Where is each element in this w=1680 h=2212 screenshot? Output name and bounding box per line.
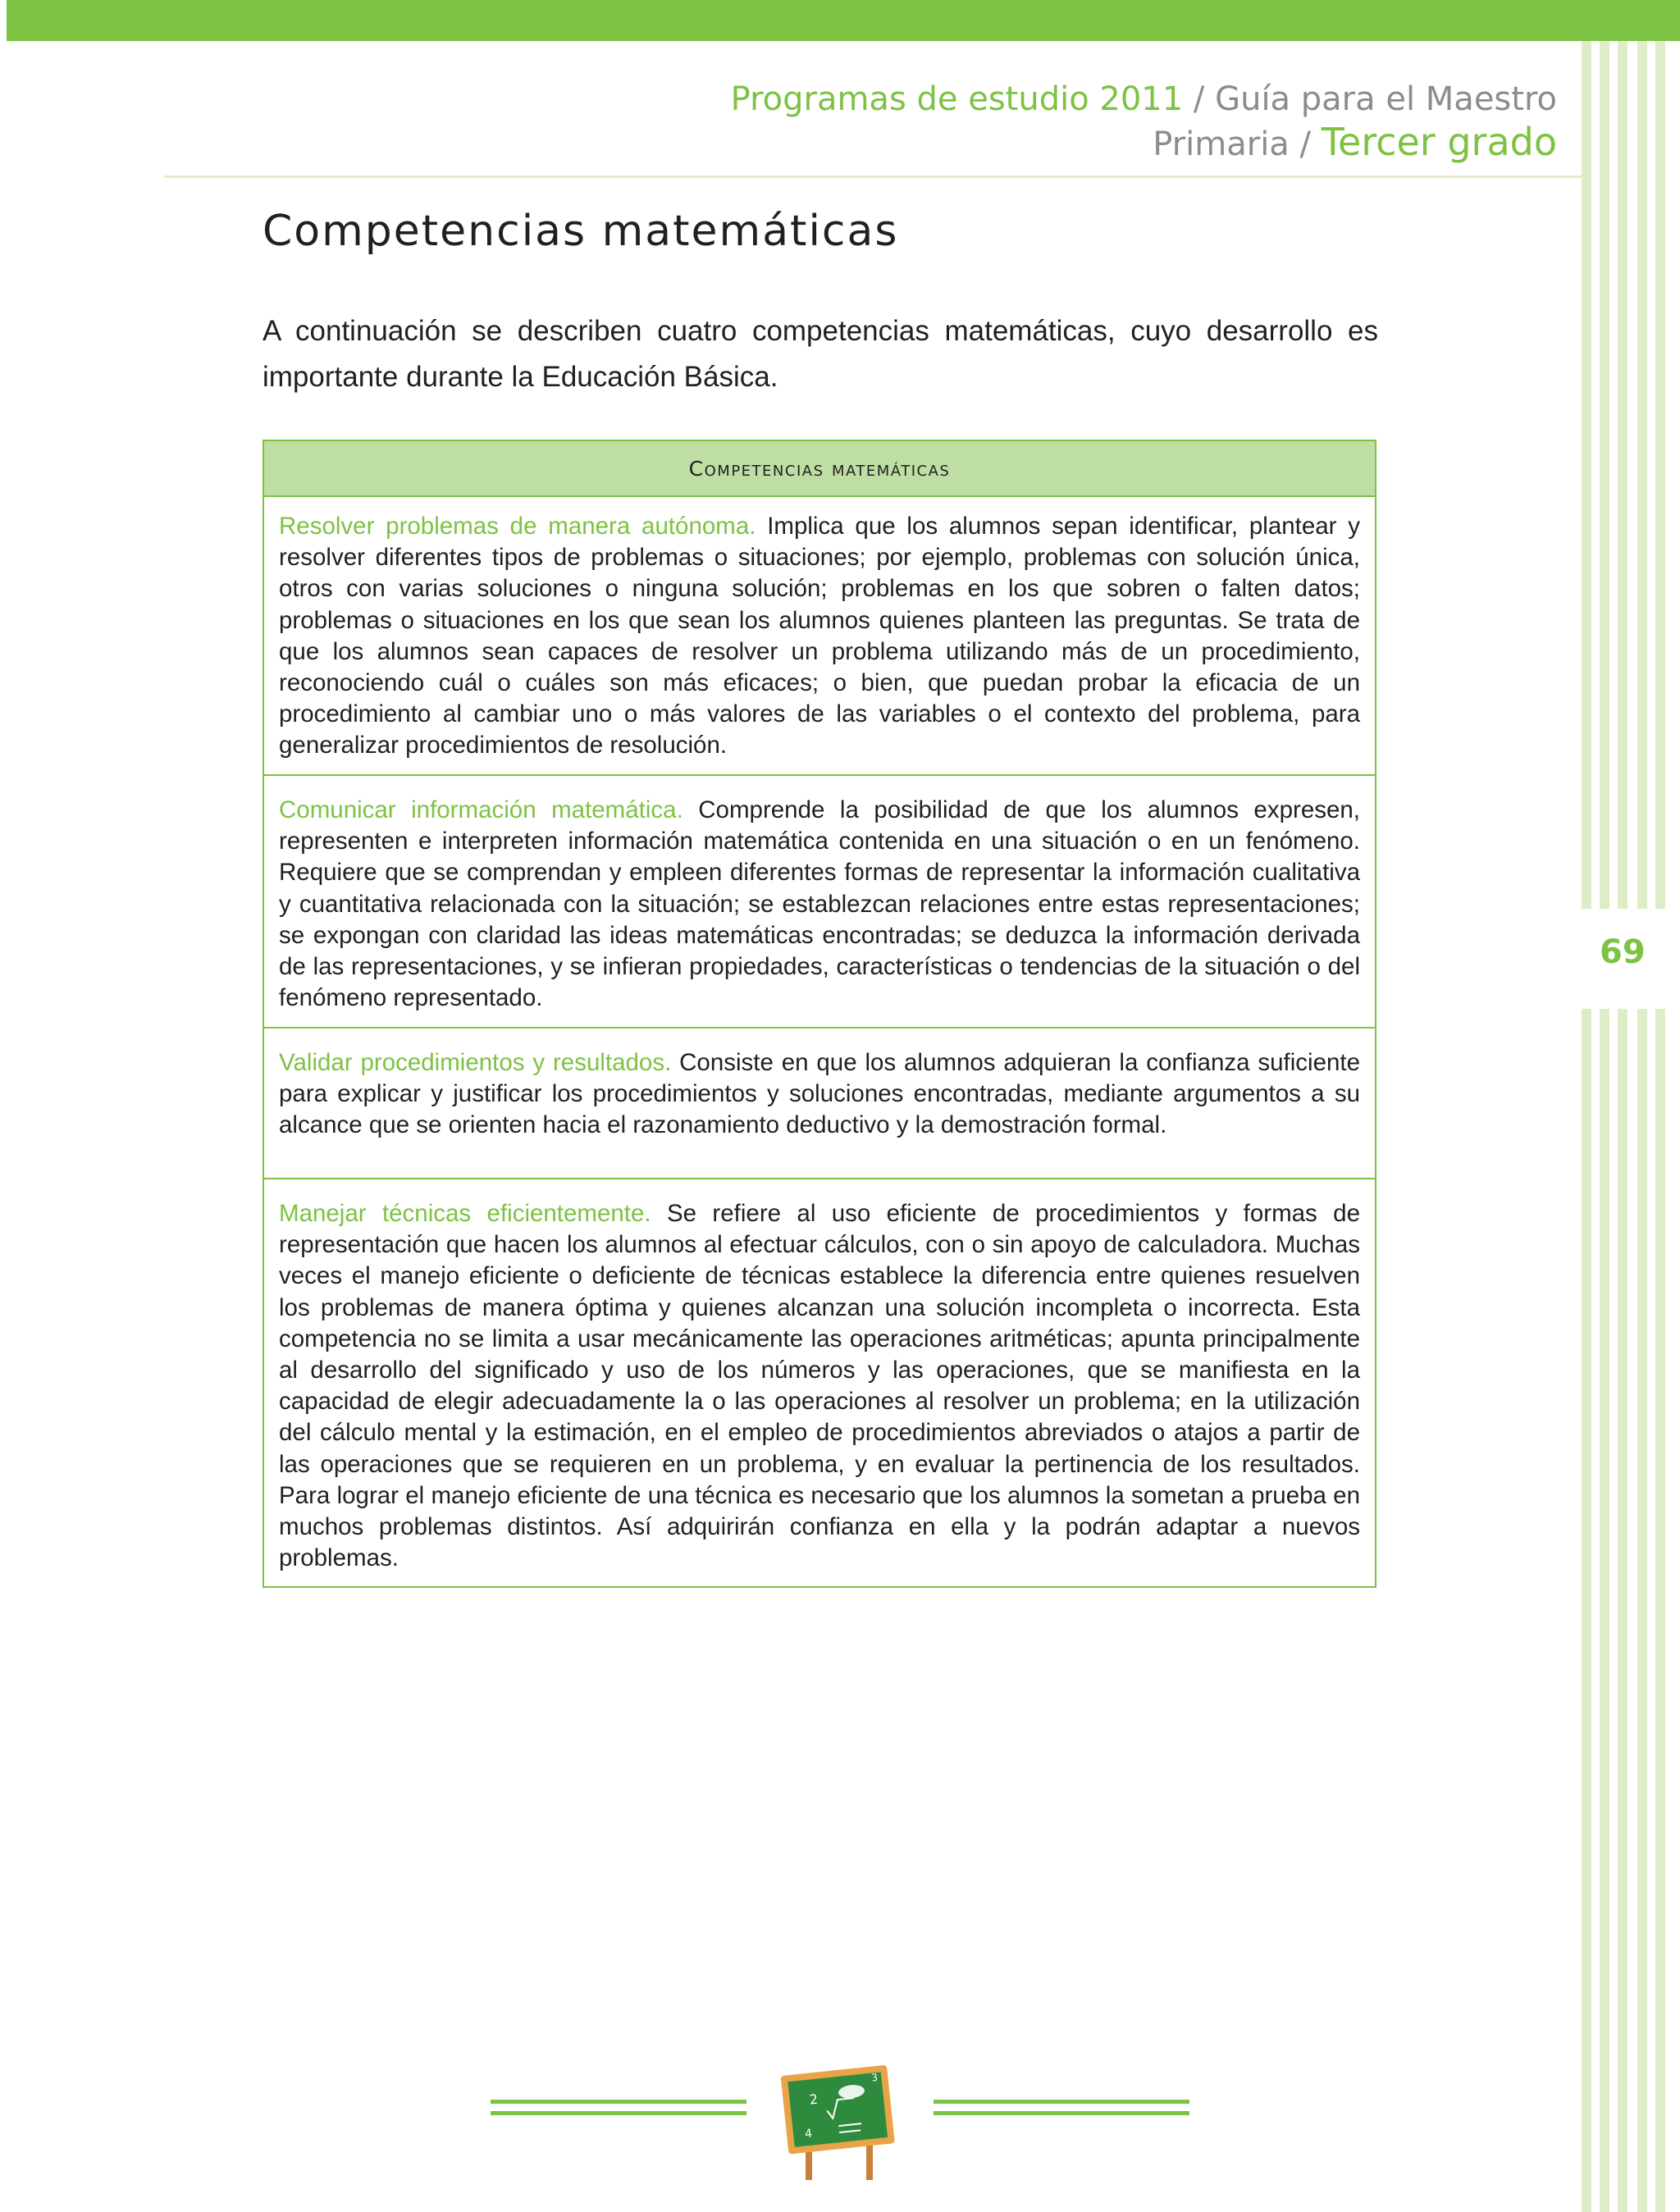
competency-section (264, 795, 1375, 1014)
header-separator-2: / (1289, 125, 1322, 163)
svg-text:3: 3 (870, 2071, 879, 2084)
page-title: Competencias matemáticas (262, 207, 899, 256)
header-level-text: Primaria (1153, 125, 1290, 163)
footer-line-left-top (491, 2100, 746, 2104)
header-grade: Tercer grado (1321, 120, 1557, 164)
header-level (1153, 120, 1557, 164)
header-guide: Guía para el Maestro (1215, 80, 1557, 118)
top-color-bar (7, 0, 1680, 41)
competency-description: Consiste en que los alumnos adquieran la confianza suficiente para explicar y justificar los procedimientos y soluciones encontradas, mediante argumentos a su alcance que se orienten hacia el razonamiento deductivo y la demostración formal. (279, 1049, 1360, 1139)
competency-title: Comunicar información matemática. (279, 796, 683, 823)
section-divider (264, 1178, 1375, 1179)
footer-line-right-bottom (934, 2111, 1189, 2115)
competency-section (264, 1047, 1375, 1142)
competency-description: Comprende la posibilidad de que los alumnos expresen, representen e interpreten información matemática contenida en una situación o en un fenómeno. Requiere que se comprendan y empleen diferentes formas de representar la información cualitativa y cuantitativa relacionada con la situación; se establezcan relaciones entre estas representaciones; se expongan con claridad las ideas matemáticas encontradas; se deduzca la información derivada de las representaciones, y se infieran propiedades, características o tendencias de la situación o del fenómeno representado. (279, 796, 1360, 1012)
competency-description: Se refiere al uso eficiente de procedimientos y formas de representación que hacen los alumnos al efectuar cálculos, con o sin apoyo de calculadora. Muchas veces el manejo eficiente o deficiente de técnicas establece la diferencia entre quienes resuelven los problemas de manera óptima y quienes alcanzan una solución incompleta o incorrecta. Esta competencia no se limita a usar mecánicamente las operaciones aritméticas; apunta principalmente al desarrollo del significado y uso de los números y las operaciones, que se manifiesta en la capacidad de elegir adecuadamente la o las operaciones al resolver un problema; en la utilización del cálculo mental y la estimación, en el empleo de procedimientos abreviados o atajos a partir de las operaciones que se requieren en un problema, y en evaluar la pertinencia de los resultados. Para lograr el manejo eficiente de una técnica es necesario que los alumnos la sometan a prueba en muchos problemas distintos. Así adquirirán confianza en ella y la podrán adaptar a nuevos problemas. (279, 1200, 1360, 1572)
competency-title: Resolver problemas de manera autónoma. (279, 513, 756, 540)
competency-section (264, 1198, 1375, 1574)
section-divider (264, 1027, 1375, 1028)
competencies-table (262, 440, 1376, 1588)
competency-description: Implica que los alumnos sepan identificar, plantear y resolver diferentes tipos de problemas o situaciones; por ejemplo, problemas con solución única, otros con varias soluciones o ninguna solución; problemas en los que sobren o falten datos; problemas o situaciones en los que sean los alumnos quienes planteen las preguntas. Se trata de que los alumnos sean capaces de resolver un problema utilizando más de un procedimiento, reconociendo cuál o cuáles son más eficaces; o bien, que puedan probar la eficacia de un procedimiento al cambiar uno o más valores de las variables o el contexto del problema, para generalizar procedimientos de resolución. (279, 513, 1360, 759)
intro-paragraph: A continuación se describen cuatro competencias matemáticas, cuyo desarrollo es importante durante la Educación Básica. (262, 315, 1378, 393)
competency-title: Validar procedimientos y resultados. (279, 1049, 672, 1076)
table-header: Competencias matemáticas (264, 441, 1375, 497)
header-divider (164, 176, 1583, 178)
competency-section (264, 511, 1375, 762)
footer-line-right-top (934, 2100, 1189, 2104)
footer-line-left-bottom (491, 2111, 746, 2115)
header-separator: / (1183, 80, 1216, 118)
section-divider (264, 774, 1375, 776)
page-number: 69 (1600, 933, 1646, 971)
header-series-title: Programas de estudio 2011 (730, 80, 1184, 118)
header-series (731, 80, 1557, 118)
svg-text:4: 4 (804, 2127, 813, 2141)
competency-title: Manejar técnicas eficientemente. (279, 1200, 651, 1227)
svg-text:2: 2 (808, 2091, 819, 2108)
chalkboard-icon (778, 2059, 899, 2182)
